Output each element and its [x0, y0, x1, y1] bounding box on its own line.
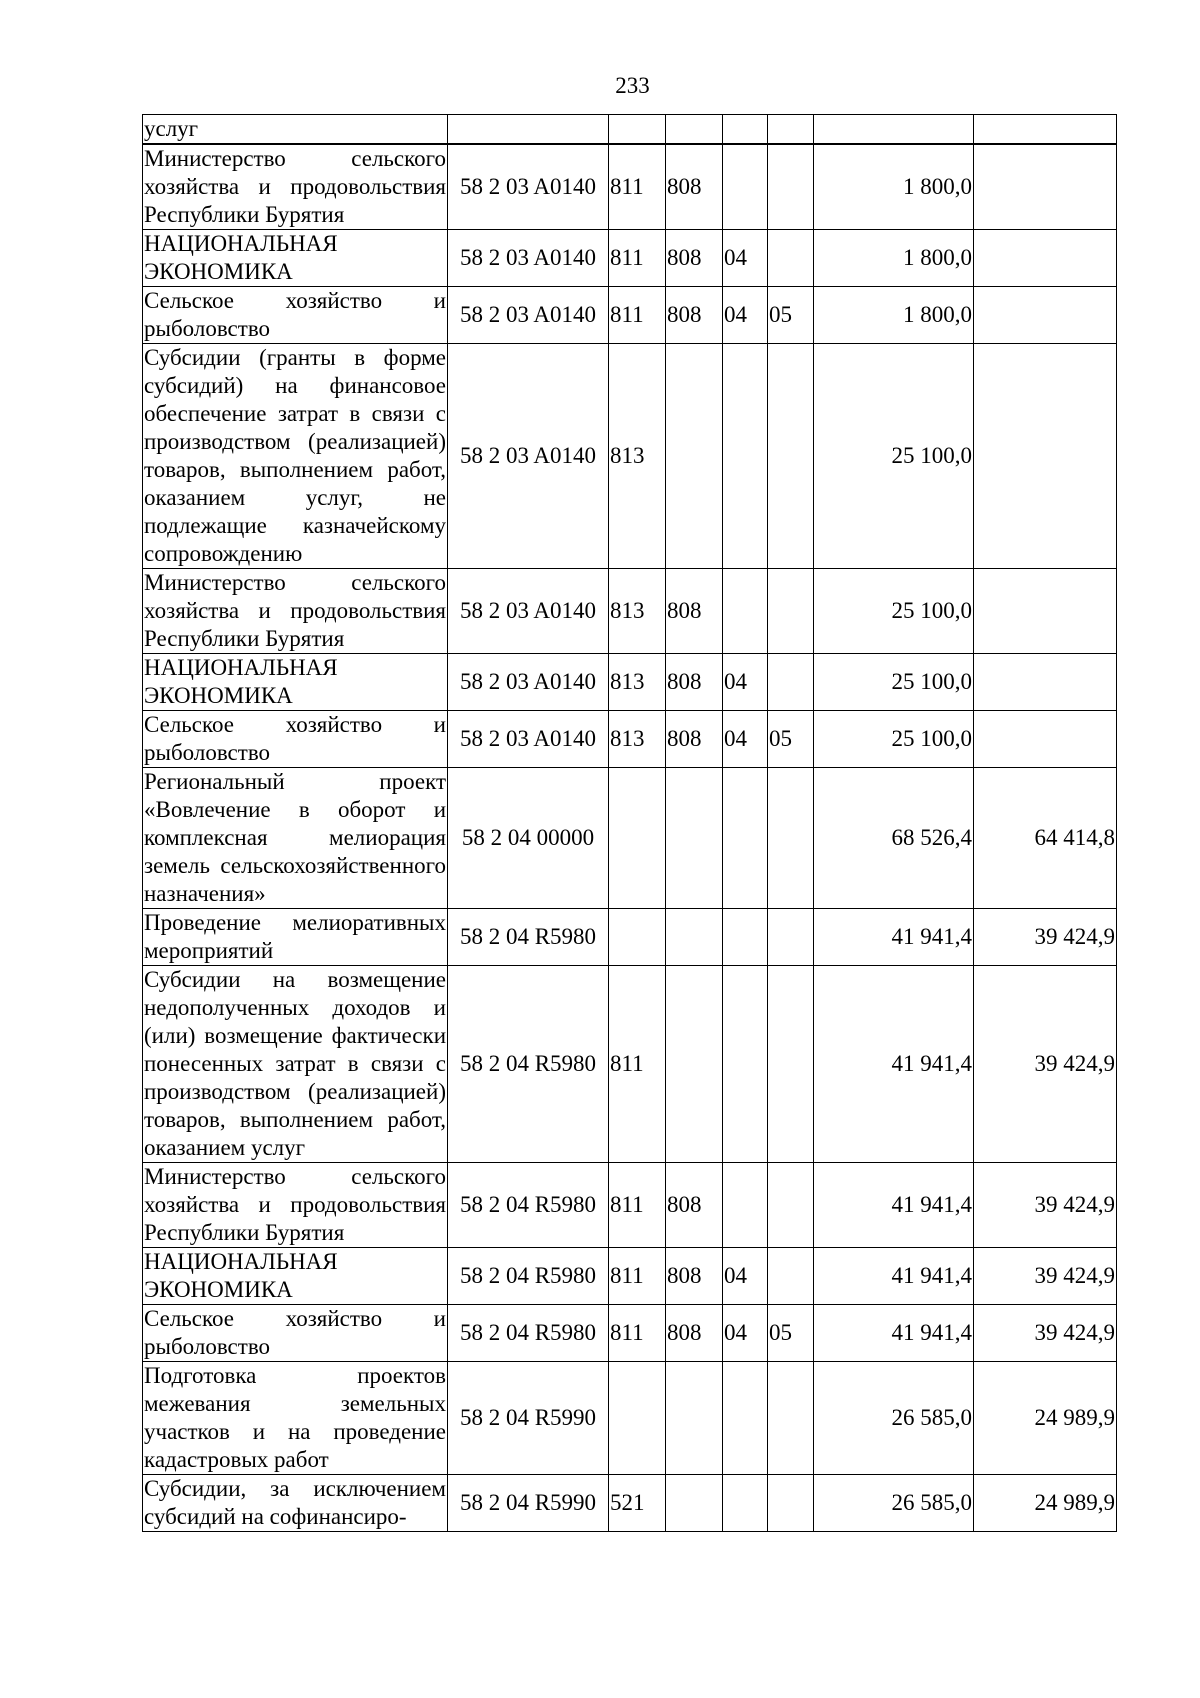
row-expense-type: 811	[609, 1163, 666, 1248]
row-expense-type: 813	[609, 654, 666, 711]
row-amount-year-2: 24 989,9	[974, 1475, 1117, 1532]
row-amount-year-2	[974, 654, 1117, 711]
row-name: Сельское хозяйство и рыболовство	[143, 711, 448, 768]
row-section-code	[723, 344, 768, 569]
row-amount-year-2	[974, 230, 1117, 287]
row-expense-type: 811	[609, 1305, 666, 1362]
row-subsection-code	[768, 230, 814, 287]
row-target-code: 58 2 03 A0140	[448, 654, 609, 711]
row-section-code: 04	[723, 711, 768, 768]
row-amount-year-1: 1 800,0	[814, 230, 974, 287]
row-amount-year-1: 68 526,4	[814, 768, 974, 909]
row-target-code: 58 2 03 A0140	[448, 711, 609, 768]
table-row	[143, 711, 1117, 768]
row-subsection-code: 05	[768, 287, 814, 344]
row-expense-type: 811	[609, 144, 666, 230]
row-department-code: 808	[666, 654, 723, 711]
table-row	[143, 1362, 1117, 1475]
row-amount-year-1: 41 941,4	[814, 1305, 974, 1362]
row-target-code: 58 2 03 A0140	[448, 287, 609, 344]
table-row	[143, 115, 1117, 145]
row-amount-year-1: 41 941,4	[814, 1163, 974, 1248]
row-expense-type: 811	[609, 1248, 666, 1305]
row-subsection-code	[768, 1475, 814, 1532]
row-amount-year-2	[974, 344, 1117, 569]
row-name: НАЦИОНАЛЬНАЯ ЭКОНОМИКА	[143, 230, 448, 287]
row-expense-type: 813	[609, 711, 666, 768]
row-subsection-code: 05	[768, 1305, 814, 1362]
row-name: Региональный проект «Вовлечение в оборот и комплексная мелиорация земель сельскохозяйственного назначения»	[143, 768, 448, 909]
row-name: Проведение мелиоративных мероприятий	[143, 909, 448, 966]
row-name: Сельское хозяйство и рыболовство	[143, 287, 448, 344]
row-subsection-code	[768, 966, 814, 1163]
row-target-code: 58 2 04 R5980	[448, 909, 609, 966]
row-department-code: 808	[666, 569, 723, 654]
row-subsection-code	[768, 144, 814, 230]
row-expense-type	[609, 1362, 666, 1475]
row-department-code	[666, 344, 723, 569]
row-amount-year-1: 26 585,0	[814, 1362, 974, 1475]
row-expense-type	[609, 115, 666, 145]
budget-table	[142, 114, 1117, 1532]
row-expense-type: 811	[609, 230, 666, 287]
table-body	[143, 115, 1117, 1532]
row-subsection-code	[768, 909, 814, 966]
row-amount-year-1: 1 800,0	[814, 144, 974, 230]
row-department-code	[666, 1475, 723, 1532]
row-subsection-code	[768, 569, 814, 654]
row-section-code: 04	[723, 287, 768, 344]
row-amount-year-1: 25 100,0	[814, 654, 974, 711]
row-amount-year-2: 64 414,8	[974, 768, 1117, 909]
table-row	[143, 1305, 1117, 1362]
row-name: Министерство сельского хозяйства и продовольствия Республики Бурятия	[143, 144, 448, 230]
row-amount-year-1: 25 100,0	[814, 344, 974, 569]
row-department-code: 808	[666, 1163, 723, 1248]
row-subsection-code	[768, 768, 814, 909]
row-department-code	[666, 115, 723, 145]
row-name: Министерство сельского хозяйства и продовольствия Республики Бурятия	[143, 1163, 448, 1248]
row-expense-type: 811	[609, 966, 666, 1163]
row-amount-year-2: 39 424,9	[974, 1305, 1117, 1362]
row-amount-year-1: 41 941,4	[814, 1248, 974, 1305]
row-department-code	[666, 768, 723, 909]
row-name: НАЦИОНАЛЬНАЯ ЭКОНОМИКА	[143, 654, 448, 711]
row-section-code	[723, 1475, 768, 1532]
row-expense-type	[609, 768, 666, 909]
row-amount-year-1: 41 941,4	[814, 966, 974, 1163]
row-target-code: 58 2 04 R5990	[448, 1475, 609, 1532]
row-subsection-code	[768, 1163, 814, 1248]
table-row	[143, 909, 1117, 966]
row-subsection-code	[768, 1248, 814, 1305]
row-section-code: 04	[723, 654, 768, 711]
row-department-code: 808	[666, 230, 723, 287]
table-row	[143, 287, 1117, 344]
row-department-code: 808	[666, 711, 723, 768]
row-section-code	[723, 144, 768, 230]
row-amount-year-2	[974, 569, 1117, 654]
row-target-code: 58 2 04 R5990	[448, 1362, 609, 1475]
row-amount-year-1: 25 100,0	[814, 711, 974, 768]
row-name: Субсидии, за исключением субсидий на софинансиро-	[143, 1475, 448, 1532]
table-row	[143, 1475, 1117, 1532]
row-section-code	[723, 966, 768, 1163]
row-subsection-code	[768, 115, 814, 145]
row-section-code: 04	[723, 1248, 768, 1305]
row-amount-year-1: 1 800,0	[814, 287, 974, 344]
row-section-code	[723, 1362, 768, 1475]
row-section-code	[723, 1163, 768, 1248]
row-section-code	[723, 768, 768, 909]
row-subsection-code	[768, 1362, 814, 1475]
row-target-code: 58 2 04 R5980	[448, 1248, 609, 1305]
table-row	[143, 569, 1117, 654]
page-number: 233	[615, 73, 650, 98]
row-name: Субсидии на возмещение недополученных доходов и (или) возмещение фактически понесенных затрат в связи с производством (реализацией) товаров, выполнением работ, оказанием услуг	[143, 966, 448, 1163]
row-section-code	[723, 115, 768, 145]
row-target-code: 58 2 03 A0140	[448, 144, 609, 230]
row-department-code: 808	[666, 287, 723, 344]
row-department-code	[666, 966, 723, 1163]
row-target-code: 58 2 03 A0140	[448, 569, 609, 654]
row-subsection-code	[768, 654, 814, 711]
row-expense-type: 813	[609, 569, 666, 654]
row-target-code: 58 2 03 A0140	[448, 344, 609, 569]
row-amount-year-2	[974, 287, 1117, 344]
row-expense-type	[609, 909, 666, 966]
row-department-code	[666, 909, 723, 966]
row-expense-type: 521	[609, 1475, 666, 1532]
row-amount-year-2	[974, 711, 1117, 768]
row-name: Подготовка проектов межевания земельных участков и на проведение кадастровых работ	[143, 1362, 448, 1475]
table-row	[143, 654, 1117, 711]
row-subsection-code	[768, 344, 814, 569]
table-row	[143, 344, 1117, 569]
row-amount-year-2	[974, 144, 1117, 230]
row-name: услуг	[143, 115, 448, 145]
row-amount-year-2: 39 424,9	[974, 1163, 1117, 1248]
row-subsection-code: 05	[768, 711, 814, 768]
row-target-code: 58 2 03 A0140	[448, 230, 609, 287]
table-row	[143, 230, 1117, 287]
row-section-code: 04	[723, 230, 768, 287]
row-department-code	[666, 1362, 723, 1475]
row-expense-type: 813	[609, 344, 666, 569]
table-row	[143, 144, 1117, 230]
row-section-code	[723, 569, 768, 654]
row-amount-year-1: 26 585,0	[814, 1475, 974, 1532]
row-name: Субсидии (гранты в форме субсидий) на финансовое обеспечение затрат в связи с производством (реализацией) товаров, выполнением работ, оказанием услуг, не подлежащие казначейскому сопровождению	[143, 344, 448, 569]
row-target-code: 58 2 04 R5980	[448, 1163, 609, 1248]
row-amount-year-1: 41 941,4	[814, 909, 974, 966]
row-amount-year-2: 39 424,9	[974, 966, 1117, 1163]
row-amount-year-2: 24 989,9	[974, 1362, 1117, 1475]
row-expense-type: 811	[609, 287, 666, 344]
row-name: НАЦИОНАЛЬНАЯ ЭКОНОМИКА	[143, 1248, 448, 1305]
row-target-code: 58 2 04 R5980	[448, 966, 609, 1163]
table-row	[143, 966, 1117, 1163]
row-section-code	[723, 909, 768, 966]
row-amount-year-1	[814, 115, 974, 145]
table-row	[143, 1163, 1117, 1248]
row-name: Министерство сельского хозяйства и продовольствия Республики Бурятия	[143, 569, 448, 654]
table-row	[143, 1248, 1117, 1305]
row-amount-year-2	[974, 115, 1117, 145]
row-target-code: 58 2 04 00000	[448, 768, 609, 909]
row-name: Сельское хозяйство и рыболовство	[143, 1305, 448, 1362]
row-amount-year-2: 39 424,9	[974, 909, 1117, 966]
table-row	[143, 768, 1117, 909]
row-target-code: 58 2 04 R5980	[448, 1305, 609, 1362]
row-amount-year-1: 25 100,0	[814, 569, 974, 654]
row-amount-year-2: 39 424,9	[974, 1248, 1117, 1305]
row-target-code	[448, 115, 609, 145]
row-department-code: 808	[666, 1305, 723, 1362]
row-section-code: 04	[723, 1305, 768, 1362]
row-department-code: 808	[666, 1248, 723, 1305]
row-department-code: 808	[666, 144, 723, 230]
